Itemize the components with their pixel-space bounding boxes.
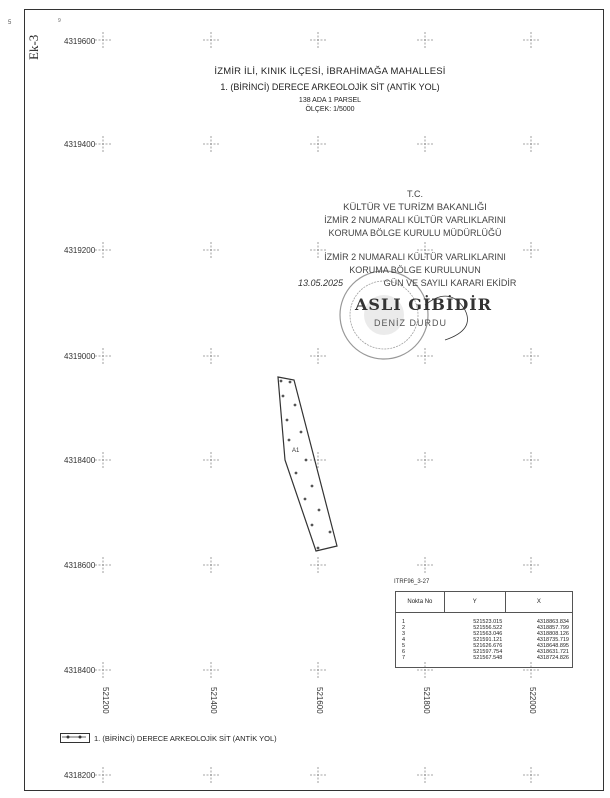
northing-label: 4318400 [64, 666, 96, 675]
parcel-vertex [282, 395, 285, 398]
coord-y: 521563.046 [473, 631, 503, 637]
map-scale: ÖLÇEK: 1/5000 [305, 106, 355, 113]
northing-label: 4318200 [64, 771, 96, 780]
coord-x: 4318735.719 [536, 637, 569, 643]
parcel-vertex [289, 381, 292, 384]
stamp-line: İZMİR 2 NUMARALI KÜLTÜR VARLIKLARINI [324, 252, 506, 262]
coord-y: 521567.548 [473, 655, 503, 661]
parcel-vertex [300, 431, 303, 434]
coord-y: 521556.522 [473, 625, 503, 631]
northing-label: 4318600 [64, 561, 96, 570]
point-number: 1 [402, 619, 406, 625]
easting-label: 522000 [528, 687, 537, 714]
legend-label: 1. (BİRİNCİ) DERECE ARKEOLOJİK SİT (ANTİK YOL) [94, 734, 277, 743]
table-header: Y [444, 592, 505, 613]
point-number: 4 [402, 637, 406, 643]
coord-y: 521591.121 [473, 637, 503, 643]
parcel-label: A1 [292, 448, 300, 454]
parcel-vertex [304, 498, 307, 501]
easting-label: 521800 [422, 687, 431, 714]
stamp-line: GÜN VE SAYILI KARARI EKİDİR [383, 278, 517, 288]
corner-mark: 5 [8, 20, 12, 26]
annex-label: Ek-3 [26, 34, 41, 60]
parcel-vertex [317, 547, 320, 550]
coord-y: 521626.676 [473, 643, 503, 649]
legend-swatch [60, 733, 90, 743]
parcel-vertices [280, 380, 332, 550]
stamp-line: İZMİR 2 NUMARALI KÜLTÜR VARLIKLARINI [324, 215, 506, 225]
stamp-line: KORUMA BÖLGE KURULU MÜDÜRLÜĞÜ [328, 228, 502, 238]
map-title: İZMİR İLİ, KINIK İLÇESİ, İBRAHİMAĞA MAHALLESİ [214, 66, 446, 77]
parcel-id: 138 ADA 1 PARSEL [298, 97, 362, 104]
point-number: 7 [402, 655, 406, 661]
coord-y: 521597.754 [473, 649, 503, 655]
easting-label: 521600 [315, 687, 324, 714]
coordinate-table [395, 591, 573, 668]
northing-label: 4319600 [64, 37, 96, 46]
handwritten-date: 13.05.2025 [298, 278, 344, 288]
parcel-vertex [295, 472, 298, 475]
parcel-vertex [294, 404, 297, 407]
northing-label: 4319200 [64, 246, 96, 255]
coord-x: 4318857.799 [536, 625, 569, 631]
stamp-line: T.C. [406, 189, 423, 199]
corner-dot: 9 [58, 18, 61, 24]
coord-x: 4318631.721 [536, 649, 569, 655]
parcel-boundary [278, 377, 337, 551]
stamp-line: KÜLTÜR VE TURİZM BAKANLIĞI [343, 202, 487, 213]
northing-label: 4319400 [64, 140, 96, 149]
point-number: 5 [402, 643, 406, 649]
table-header: X [505, 592, 572, 613]
northing-label: 4318400 [64, 456, 96, 465]
parcel-vertex [288, 439, 291, 442]
coord-y: 521523.015 [473, 619, 503, 625]
point-number: 2 [402, 625, 406, 631]
table-row [396, 613, 573, 626]
coord-x: 4318724.826 [536, 655, 569, 661]
coord-x: 4318648.895 [536, 643, 569, 649]
parcel-vertex [280, 380, 283, 383]
point-number: 3 [402, 631, 406, 637]
coord-x: 4318808.126 [536, 631, 569, 637]
map-subtitle: 1. (BİRİNCİ) DERECE ARKEOLOJİK SİT (ANTİK YOL) [220, 82, 440, 92]
grid-crosses [95, 32, 539, 783]
coordinate-system: ITRF96_3-27 [394, 579, 430, 585]
parcel-vertex [305, 459, 308, 462]
signatory-name: DENİZ DURDU [374, 318, 447, 328]
parcel-vertex [286, 419, 289, 422]
table-row [396, 655, 573, 668]
parcel-vertex [311, 485, 314, 488]
coord-x: 4318863.834 [536, 619, 569, 625]
parcel-vertex [329, 531, 332, 534]
easting-label: 521400 [209, 687, 218, 714]
certification-stamp: ASLI GİBİDİR [355, 295, 493, 314]
parcel-vertex [311, 524, 314, 527]
northing-label: 4319000 [64, 352, 96, 361]
stamp-line: KORUMA BÖLGE KURULUNUN [349, 265, 481, 275]
parcel-vertex [318, 509, 321, 512]
table-header: Nokta No [396, 592, 445, 613]
easting-label: 521200 [101, 687, 110, 714]
point-number: 6 [402, 649, 406, 655]
